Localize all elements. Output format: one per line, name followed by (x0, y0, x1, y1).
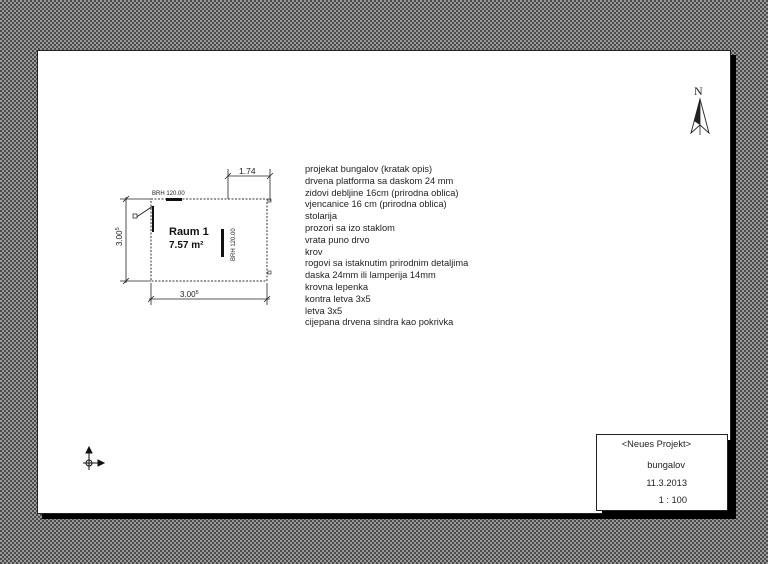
drawing-sheet (37, 50, 731, 514)
room-name: Raum 1 (169, 226, 209, 238)
dimension-left-label (115, 227, 124, 246)
dimension-top-label: 1.74 (239, 166, 256, 176)
marker (268, 271, 271, 274)
description-line: zidovi debljine 16cm (prirodna oblica) (305, 187, 459, 198)
description-line: vrata puno drvo (305, 234, 370, 245)
north-arrow (691, 84, 709, 135)
dimension-left-value: 3.00 (115, 230, 124, 246)
dimension-left (120, 196, 151, 284)
project-description (305, 164, 468, 329)
dimension-bottom-label (180, 290, 199, 299)
dimension-bottom-value: 3.00 (180, 290, 196, 299)
north-label: N (694, 84, 703, 98)
dimension-left-sup: 5 (115, 227, 121, 231)
description-line: projekat bungalov (kratak opis) (305, 164, 433, 174)
window-top (166, 198, 182, 201)
marker (268, 199, 271, 202)
dimension-bottom (148, 283, 270, 305)
project-date: 11.3.2013 (646, 478, 687, 488)
window-right (221, 229, 224, 257)
description-line: krov (305, 246, 323, 257)
project-name: <Neues Projekt> (621, 439, 691, 449)
description-line: rogovi sa istaknutim prirodnim detaljima (305, 258, 469, 269)
dimension-bottom-sup: 5 (195, 290, 199, 296)
description-line: letva 3x5 (305, 305, 343, 316)
description-line: krovna lepenka (305, 281, 369, 292)
origin-icon (83, 447, 104, 470)
title-block (596, 434, 728, 511)
project-scale: 1 : 100 (658, 495, 687, 505)
description-line: kontra letva 3x5 (305, 293, 371, 304)
description-line: vjencanice 16 cm (prirodna oblica) (305, 199, 447, 210)
window-right-label: BRH 120.00 (231, 228, 237, 261)
door (133, 206, 153, 232)
description-line: drvena platforma sa daskom 24 mm (305, 175, 454, 186)
project-subtitle: bungalov (647, 460, 685, 470)
description-line: prozori sa izo staklom (305, 222, 395, 233)
window-top-label: BRH 120.00 (152, 191, 185, 197)
description-line: cijepana drvena sindra kao pokrivka (305, 317, 454, 328)
description-line: daska 24mm ili lamperija 14mm (305, 270, 436, 281)
room-area: 7.57 m² (169, 240, 204, 251)
description-line: stolarija (305, 211, 338, 222)
